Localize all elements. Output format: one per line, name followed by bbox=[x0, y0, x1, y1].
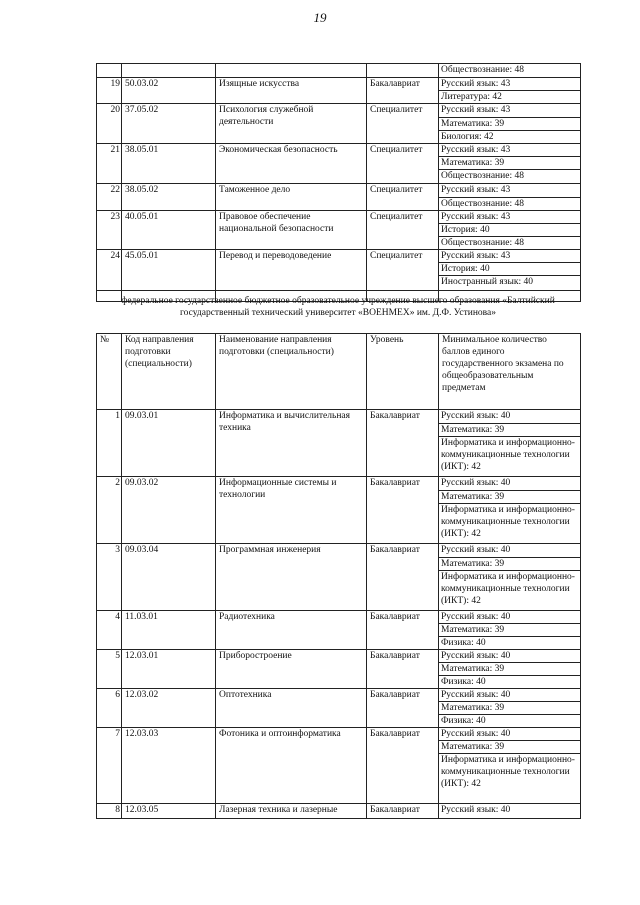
row-level: Бакалавриат bbox=[367, 410, 439, 477]
table-row bbox=[97, 64, 581, 78]
row-subject-score: Иностранный язык: 40 bbox=[439, 276, 581, 291]
row-level: Бакалавриат bbox=[367, 689, 439, 728]
row-code: 40.05.01 bbox=[122, 211, 216, 250]
row-subject-score: Физика: 40 bbox=[439, 676, 581, 689]
row-name: Радиотехника bbox=[216, 611, 367, 650]
row-number: 3 bbox=[97, 544, 122, 611]
row-level: Специалитет bbox=[367, 144, 439, 184]
row-name: Приборостроение bbox=[216, 650, 367, 689]
row-name: Правовое обеспечение национальной безопасности bbox=[216, 211, 367, 250]
row-subject-score: Биология: 42 bbox=[439, 131, 581, 144]
row-name: Фотоника и оптоинформатика bbox=[216, 728, 367, 804]
row-subject-score: Русский язык: 40 bbox=[439, 544, 581, 558]
row-code bbox=[122, 64, 216, 78]
table-row bbox=[97, 650, 581, 663]
table-row bbox=[97, 728, 581, 741]
row-subject-score: Русский язык: 40 bbox=[439, 410, 581, 424]
row-code: 12.03.02 bbox=[122, 689, 216, 728]
row-subject-score: Информатика и информационно-коммуникационные технологии (ИКТ): 42 bbox=[439, 571, 581, 611]
row-subject-score: Обществознание: 48 bbox=[439, 170, 581, 184]
row-name: Информационные системы и технологии bbox=[216, 477, 367, 544]
row-subject-score: Обществознание: 48 bbox=[439, 237, 581, 250]
row-name: Оптотехника bbox=[216, 689, 367, 728]
page-number: 19 bbox=[313, 10, 327, 25]
row-subject-score: Математика: 39 bbox=[439, 741, 581, 754]
row-subject-score: Русский язык: 40 bbox=[439, 611, 581, 624]
row-subject-score: Русский язык: 40 bbox=[439, 728, 581, 741]
table-row bbox=[97, 477, 581, 491]
row-level: Специалитет bbox=[367, 250, 439, 291]
row-subject-score: Математика: 39 bbox=[439, 624, 581, 637]
row-level: Бакалавриат bbox=[367, 650, 439, 689]
row-level: Специалитет bbox=[367, 104, 439, 144]
table-row bbox=[97, 184, 581, 198]
row-number: 2 bbox=[97, 477, 122, 544]
row-name: Лазерная техника и лазерные bbox=[216, 804, 367, 819]
row-subject-score: Математика: 39 bbox=[439, 424, 581, 437]
row-name: Программная инженерия bbox=[216, 544, 367, 611]
row-number: 1 bbox=[97, 410, 122, 477]
row-number: 19 bbox=[97, 78, 122, 104]
header-num: № bbox=[97, 334, 122, 410]
row-number: 4 bbox=[97, 611, 122, 650]
row-subject-score: Русский язык: 43 bbox=[439, 78, 581, 91]
row-code: 45.05.01 bbox=[122, 250, 216, 291]
table-row bbox=[97, 250, 581, 263]
row-subject-score: Русский язык: 43 bbox=[439, 250, 581, 263]
row-code: 09.03.04 bbox=[122, 544, 216, 611]
row-code: 12.03.03 bbox=[122, 728, 216, 804]
row-subject-score: Физика: 40 bbox=[439, 637, 581, 650]
row-subject-score: История: 40 bbox=[439, 224, 581, 237]
row-number bbox=[97, 64, 122, 78]
table-row bbox=[97, 78, 581, 91]
row-code: 37.05.02 bbox=[122, 104, 216, 144]
header-code: Код направления подготовки (специальности) bbox=[122, 334, 216, 410]
row-subject-score: Информатика и информационно-коммуникационные технологии (ИКТ): 42 bbox=[439, 437, 581, 477]
row-code: 12.03.05 bbox=[122, 804, 216, 819]
row-level: Бакалавриат bbox=[367, 477, 439, 544]
row-subject-score: Русский язык: 43 bbox=[439, 184, 581, 198]
row-subject-score: Математика: 39 bbox=[439, 157, 581, 170]
row-number: 20 bbox=[97, 104, 122, 144]
row-subject-score: Физика: 40 bbox=[439, 715, 581, 728]
row-subject-score: Русский язык: 40 bbox=[439, 650, 581, 663]
row-level: Бакалавриат bbox=[367, 78, 439, 104]
row-number: 7 bbox=[97, 728, 122, 804]
row-number: 5 bbox=[97, 650, 122, 689]
table-row bbox=[97, 144, 581, 157]
row-subject-score: Математика: 39 bbox=[439, 558, 581, 571]
row-name: Изящные искусства bbox=[216, 78, 367, 104]
row-level: Специалитет bbox=[367, 211, 439, 250]
row-number: 21 bbox=[97, 144, 122, 184]
row-subject-score: Русский язык: 40 bbox=[439, 689, 581, 702]
row-subject-score: Информатика и информационно-коммуникационные технологии (ИКТ): 42 bbox=[439, 754, 581, 804]
row-subject-score: Русский язык: 40 bbox=[439, 477, 581, 491]
row-code: 38.05.02 bbox=[122, 184, 216, 211]
row-number: 24 bbox=[97, 250, 122, 291]
table-row bbox=[97, 611, 581, 624]
header-subjects: Минимальное количество баллов единого государственного экзамена по общеобразовательным предметам bbox=[439, 334, 581, 410]
row-subject-score: Математика: 39 bbox=[439, 663, 581, 676]
row-level: Бакалавриат bbox=[367, 728, 439, 804]
row-subject-score: Математика: 39 bbox=[439, 118, 581, 131]
row-number: 6 bbox=[97, 689, 122, 728]
row-code: 12.03.01 bbox=[122, 650, 216, 689]
row-number: 22 bbox=[97, 184, 122, 211]
header-level: Уровень bbox=[367, 334, 439, 410]
row-subject-score: Русский язык: 43 bbox=[439, 144, 581, 157]
row-subject-score: Русский язык: 40 bbox=[439, 804, 581, 819]
row-subject-score: Математика: 39 bbox=[439, 702, 581, 715]
row-subject-score: Русский язык: 43 bbox=[439, 211, 581, 224]
row-name: Таможенное дело bbox=[216, 184, 367, 211]
row-name: Экономическая безопасность bbox=[216, 144, 367, 184]
row-code: 50.03.02 bbox=[122, 78, 216, 104]
row-subject-score: Обществознание: 48 bbox=[439, 64, 581, 78]
row-level bbox=[367, 64, 439, 78]
table-row bbox=[97, 804, 581, 819]
row-level: Бакалавриат bbox=[367, 804, 439, 819]
row-number: 23 bbox=[97, 211, 122, 250]
row-subject-score: Математика: 39 bbox=[439, 491, 581, 504]
row-code: 09.03.02 bbox=[122, 477, 216, 544]
table-row bbox=[97, 211, 581, 224]
row-level: Специалитет bbox=[367, 184, 439, 211]
row-subject-score: История: 40 bbox=[439, 263, 581, 276]
table-row bbox=[97, 410, 581, 424]
row-subject-score: Русский язык: 43 bbox=[439, 104, 581, 118]
row-name bbox=[216, 64, 367, 78]
table-row bbox=[97, 544, 581, 558]
table-row bbox=[97, 689, 581, 702]
institution-caption: федеральное государственное бюджетное образовательное учреждение высшего образования «Балтийский государственный технический университет «ВОЕНМЕХ» им. Д.Ф. Устинова» bbox=[121, 296, 555, 318]
header-name: Наименование направления подготовки (специальности) bbox=[216, 334, 367, 410]
row-subject-score: Информатика и информационно-коммуникационные технологии (ИКТ): 42 bbox=[439, 504, 581, 544]
admission-table-voenmeh bbox=[96, 333, 581, 819]
table-row bbox=[97, 104, 581, 118]
row-code: 09.03.01 bbox=[122, 410, 216, 477]
row-subject-score: Обществознание: 48 bbox=[439, 198, 581, 211]
row-level: Бакалавриат bbox=[367, 544, 439, 611]
row-name: Информатика и вычислительная техника bbox=[216, 410, 367, 477]
row-code: 11.03.01 bbox=[122, 611, 216, 650]
row-name: Психология служебной деятельности bbox=[216, 104, 367, 144]
row-name: Перевод и переводоведение bbox=[216, 250, 367, 291]
row-level: Бакалавриат bbox=[367, 611, 439, 650]
table-header-row bbox=[97, 334, 581, 410]
row-subject-score: Литература: 42 bbox=[439, 91, 581, 104]
row-code: 38.05.01 bbox=[122, 144, 216, 184]
row-number: 8 bbox=[97, 804, 122, 819]
admission-table-continued bbox=[96, 63, 581, 302]
